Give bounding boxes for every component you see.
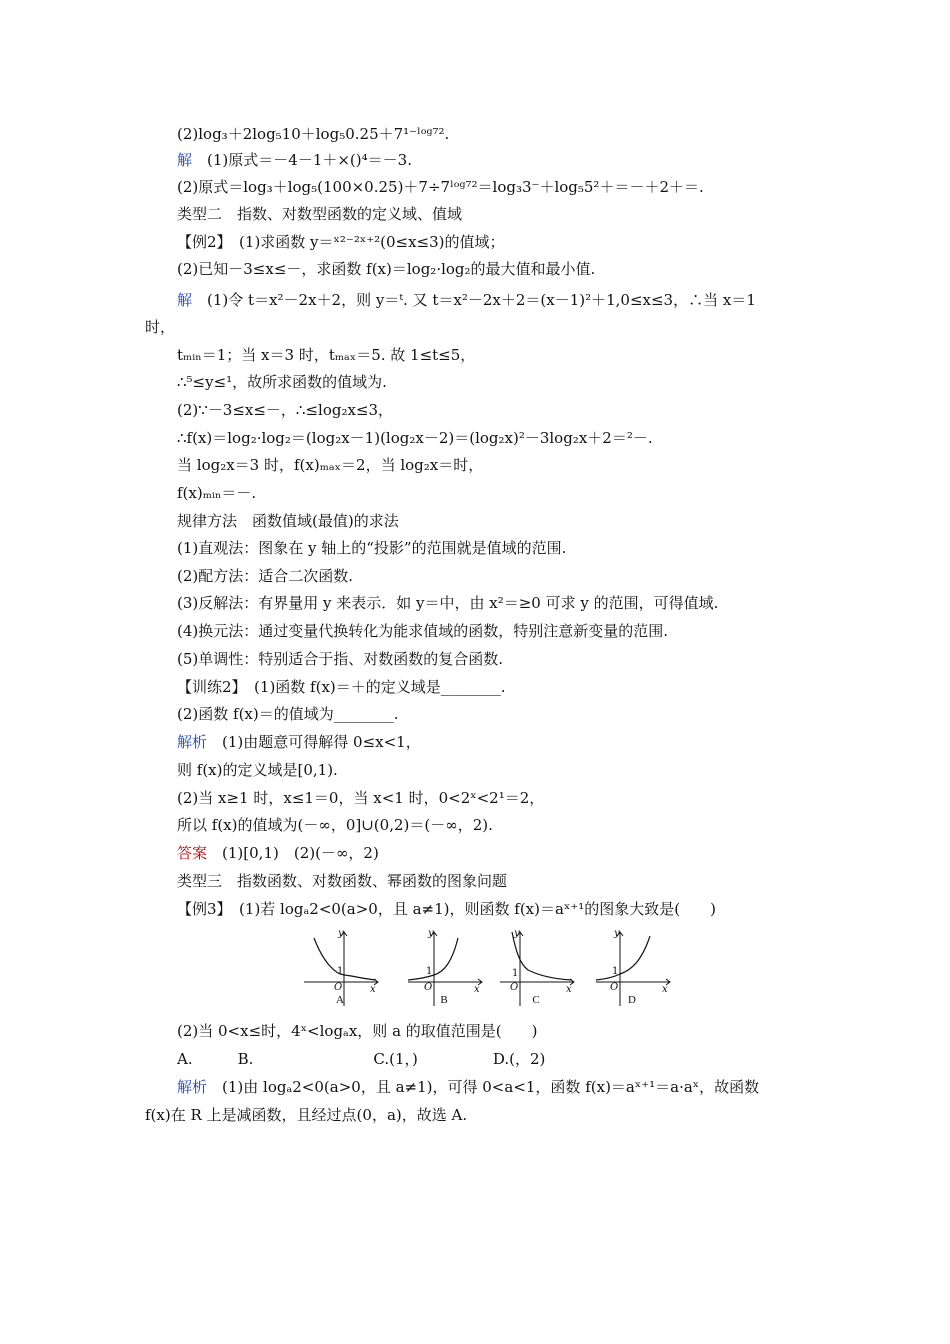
example-3-part-2: (2)当 0<x≤时，4ˣ<logₐx，则 a 的取值范围是( ): [177, 1022, 538, 1040]
solution-marker: 解: [177, 151, 193, 169]
method-item-3: (3)反解法：有界量用 y 来表示．如 y＝中，由 x²＝≥0 可求 y 的范围，可得值域.: [177, 594, 719, 612]
solution-expansion-line: ∴f(x)＝log₂·log₂＝(log₂x－1)(log₂x－2)＝(log₂x)²－3log₂x＋2＝²－.: [177, 429, 653, 447]
exercise-2-part-2: (2)函数 f(x)＝的值域为________.: [177, 705, 399, 723]
example-3-choices: A. B. C.(1，) D.(，2): [177, 1050, 546, 1068]
solution-range-conclusion: ∴⁵≤y≤¹，故所求函数的值域为.: [177, 373, 387, 391]
exercise-domain-line: 则 f(x)的定义域是[0,1).: [177, 761, 338, 779]
solution-marker: 解: [177, 291, 193, 309]
exercise-analysis-line: 解析 (1)由题意可得解得 0≤x<1，: [177, 733, 421, 751]
exercise-answer-line: 答案 (1)[0,1) (2)(－∞，2): [177, 844, 379, 862]
method-item-1: (1)直观法：图象在 y 轴上的“投影”的范围就是值域的范围.: [177, 539, 567, 557]
solution-2-line: (2)原式＝log₃＋log₅(100×0.25)＋7÷7ˡᵒᵍ⁷²＝log₃3⁻＋log₅5²＋＝－＋2＋＝.: [177, 178, 704, 196]
tick-one-label: 1: [337, 966, 344, 977]
x-axis-label: x: [566, 984, 572, 995]
x-axis-label: x: [370, 984, 376, 995]
origin-label: O: [510, 982, 519, 993]
y-axis-label: y: [338, 928, 344, 939]
origin-label: O: [610, 982, 619, 993]
origin-label: O: [334, 982, 343, 993]
y-axis-label: y: [428, 928, 434, 939]
graph-option-c: [496, 928, 576, 1010]
x-axis-label: x: [474, 984, 480, 995]
analysis-marker: 解析: [177, 733, 208, 751]
solution-min-line: f(x)ₘᵢₙ＝－.: [177, 484, 257, 502]
section-heading-type-3: 类型三 指数函数、对数函数、幂函数的图象问题: [177, 872, 508, 890]
solution-part-2-line: (2)∵－3≤x≤－，∴≤log₂x≤3，: [177, 401, 394, 419]
solution-max-line: 当 log₂x＝3 时，f(x)ₘₐₓ＝2，当 log₂x＝时，: [177, 456, 484, 474]
tick-one-label: 1: [426, 966, 433, 977]
option-label: D: [628, 994, 636, 1006]
solution-1-line: 解 (1)原式＝－4－1＋×()⁴＝－3.: [177, 151, 412, 169]
y-axis-label: y: [514, 928, 520, 939]
example-2-line: 【例2】 (1)求函数 y＝ˣ²⁻²ˣ⁺²(0≤x≤3)的值域；: [177, 233, 505, 251]
tick-one-label: 1: [512, 968, 519, 979]
section-heading-type-2: 类型二 指数、对数型函数的定义域、值域: [177, 205, 463, 223]
method-item-2: (2)配方法：适合二次函数.: [177, 567, 354, 585]
example-3-line: 【例3】 (1)若 logₐ2<0(a>0，且 a≠1)，则函数 f(x)＝aˣ⁺¹的图象大致是( ): [177, 900, 716, 918]
graph-option-a: [300, 928, 380, 1010]
graph-option-b: [404, 928, 484, 1010]
graph-options: [300, 928, 690, 1010]
y-axis-label: y: [614, 928, 620, 939]
example-2-solution-line: 解 (1)令 t＝x²－2x＋2，则 y＝ᵗ. 又 t＝x²－2x＋2＝(x－1)²＋1,0≤x≤3，∴当 x＝1: [177, 291, 756, 309]
graph-option-d: [592, 928, 672, 1010]
x-axis-label: x: [662, 984, 668, 995]
solution-range-line: tₘᵢₙ＝1；当 x＝3 时，tₘₐₓ＝5. 故 1≤t≤5，: [177, 346, 476, 364]
method-item-4: (4)换元法：通过变量代换转化为能求值域的函数，特别注意新变量的范围.: [177, 622, 669, 640]
exercise-part-2-line: (2)当 x≥1 时，x≤1＝0，当 x<1 时，0<2ˣ<2¹＝2，: [177, 789, 545, 807]
tick-one-label: 1: [612, 966, 619, 977]
option-label: B: [440, 994, 448, 1006]
analysis-marker: 解析: [177, 1078, 208, 1096]
example-3-conclusion: f(x)在 R 上是减函数，且经过点(0，a)，故选 A.: [145, 1106, 468, 1124]
continuation-line: 时，: [145, 318, 176, 336]
method-heading: 规律方法 函数值域(最值)的求法: [177, 512, 399, 530]
exercise-2-line: 【训练2】 (1)函数 f(x)＝＋的定义域是________.: [177, 678, 506, 696]
origin-label: O: [424, 982, 433, 993]
option-label: C: [532, 994, 540, 1006]
example-3-analysis-line: 解析 (1)由 logₐ2<0(a>0，且 a≠1)，可得 0<a<1，函数 f(x)＝aˣ⁺¹＝a·aˣ，故函数: [177, 1078, 760, 1096]
example-2-part-2: (2)已知－3≤x≤－，求函数 f(x)＝log₂·log₂的最大值和最小值.: [177, 260, 596, 278]
answer-marker: 答案: [177, 844, 208, 862]
exercise-range-line: 所以 f(x)的值域为(－∞，0]∪(0,2)＝(－∞，2).: [177, 816, 493, 834]
option-label: A: [336, 994, 344, 1006]
problem-2-line: (2)log₃＋2log₅10＋log₅0.25＋7¹⁻ˡᵒᵍ⁷².: [177, 125, 450, 143]
method-item-5: (5)单调性：特别适合于指、对数函数的复合函数.: [177, 650, 504, 668]
